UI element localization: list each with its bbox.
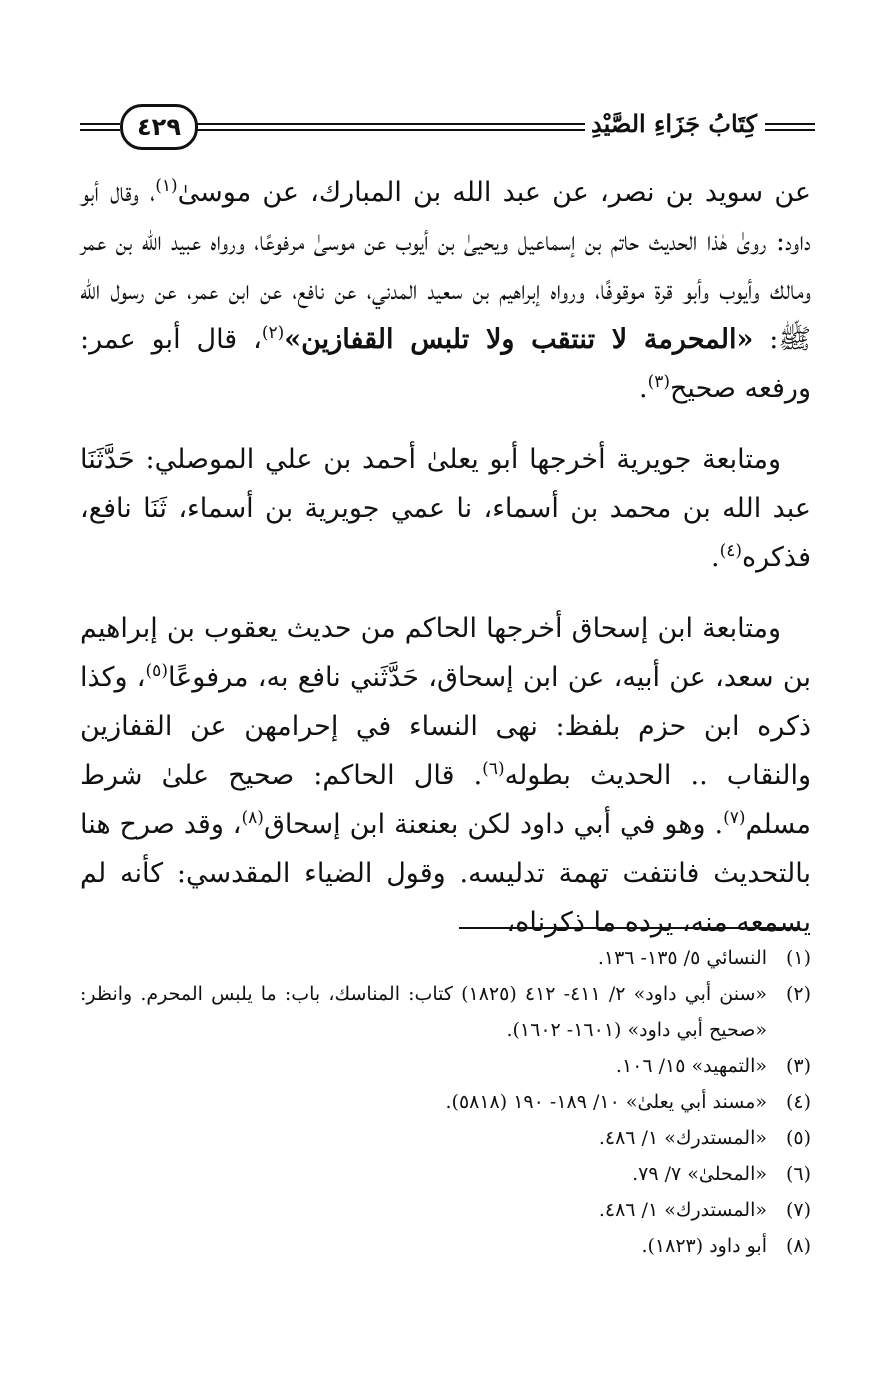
footnote-item	[80, 1156, 811, 1192]
footnote-number: (٣)	[785, 1055, 811, 1077]
footnote-item	[80, 1120, 811, 1156]
footnote-item	[80, 940, 811, 976]
footnote-item	[80, 1084, 811, 1120]
footnote-ref[interactable]: (٣)	[647, 372, 670, 392]
footnote-item	[80, 1048, 811, 1084]
footnote-item	[80, 1192, 811, 1228]
page-number: ٤٢٩	[120, 104, 198, 150]
header-rule-right	[765, 123, 815, 131]
footnote-separator	[459, 927, 799, 929]
text-run: .	[638, 373, 648, 404]
text-run: ، قال أبو عمر: ورفعه صحيح	[80, 324, 811, 404]
footnote-text: «سنن أبي داود» ٢/ ٤١١- ٤١٢ (١٨٢٥) كتاب: المناسك، باب: ما يلبس المحرم. وانظر: «صحيح أبي داود» (١٦٠١- ١٦٠٢).	[80, 983, 768, 1041]
text-run: ومتابعة جويرية أخرجها أبو يعلىٰ أحمد بن علي الموصلي: حَدَّثَنَا عبد الله بن محمد بن أسماء، نا عمي جويرية بن أسماء، ثَنَا نافع، فذكره	[80, 444, 811, 573]
footnote-text: أبو داود (١٨٢٣).	[641, 1235, 767, 1257]
text-run: عن سويد بن نصر، عن عبد الله بن المبارك، عن موسىٰ	[177, 177, 811, 208]
footnote-number: (٥)	[785, 1127, 811, 1149]
header-rule-middle	[190, 123, 585, 131]
text-run: .	[711, 542, 720, 573]
footnote-text: «المستدرك» ١/ ٤٨٦.	[598, 1127, 767, 1149]
footnote-text: النسائي ٥/ ١٣٥- ١٣٦.	[597, 947, 767, 969]
hadith-quote: «المحرمة لا تنتقب ولا تلبس القفازين»	[284, 324, 754, 355]
book-title: كِتَابُ جَزَاءِ الصَّيْدِ	[591, 109, 757, 138]
footnote-text: «التمهيد» ١٥/ ١٠٦.	[615, 1055, 767, 1077]
text-run: ، وكذا ذكره ابن حزم بلفظ: نهى النساء في إحرامهن عن القفازين والنقاب .. الحديث بطوله	[80, 662, 811, 791]
footnote-ref[interactable]: (٦)	[482, 759, 505, 779]
footnote-ref[interactable]: (٤)	[719, 541, 743, 561]
main-text	[80, 168, 811, 947]
text-run: ، وقال أبو داود: روىٰ هٰذا الحديث حاتم بن إسماعيل ويحيىٰ بن أيوب عن موسىٰ مرفوعًا، ورواه عبيد الله بن عمر ومالك وأيوب وأبو قرة موقوفًا، ورواه إبراهيم بن سعيد المدني، عن نافع، عن ابن عمر، عن رسول الله ﷺ:	[80, 177, 811, 355]
text-run: . وهو في أبي داود لكن بعنعنة ابن إسحاق	[263, 809, 724, 840]
paragraph	[80, 435, 811, 582]
footnote-text: «المحلىٰ» ٧/ ٧٩.	[632, 1163, 767, 1185]
footnote-number: (١)	[785, 947, 811, 969]
footnote-number: (٧)	[785, 1199, 811, 1221]
paragraph	[80, 168, 811, 413]
footnote-number: (٤)	[785, 1091, 811, 1113]
footnote-number: (٦)	[785, 1163, 811, 1185]
footnote-item	[80, 1228, 811, 1264]
footnote-ref[interactable]: (٨)	[241, 808, 264, 828]
footnote-ref[interactable]: (٢)	[261, 323, 285, 343]
text-run: . قال الحاكم: صحيح علىٰ شرط مسلم	[80, 760, 811, 840]
footnote-number: (٨)	[785, 1235, 811, 1257]
footnotes	[80, 940, 811, 1264]
header-rule-left	[80, 123, 120, 131]
footnote-text: «مسند أبي يعلىٰ» ١٠/ ١٨٩- ١٩٠ (٥٨١٨).	[445, 1091, 767, 1113]
footnote-number: (٢)	[785, 983, 811, 1005]
paragraph	[80, 604, 811, 947]
footnote-ref[interactable]: (١)	[155, 176, 178, 196]
footnote-text: «المستدرك» ١/ ٤٨٦.	[598, 1199, 767, 1221]
footnote-ref[interactable]: (٧)	[723, 808, 746, 828]
footnote-item	[80, 976, 811, 1048]
page-header	[80, 98, 815, 158]
text-run: ومتابعة ابن إسحاق أخرجها الحاكم من حديث يعقوب بن إبراهيم بن سعد، عن أبيه، عن ابن إسحاق، حَدَّثَني نافع به، مرفوعًا	[80, 613, 811, 693]
text-run: ، وقد صرح هنا بالتحديث فانتفت تهمة تدليسه. وقول الضياء المقدسي: كأنه لم يسمعه منه، يرده ما ذكرناه،	[80, 809, 811, 938]
footnote-ref[interactable]: (٥)	[145, 661, 168, 681]
